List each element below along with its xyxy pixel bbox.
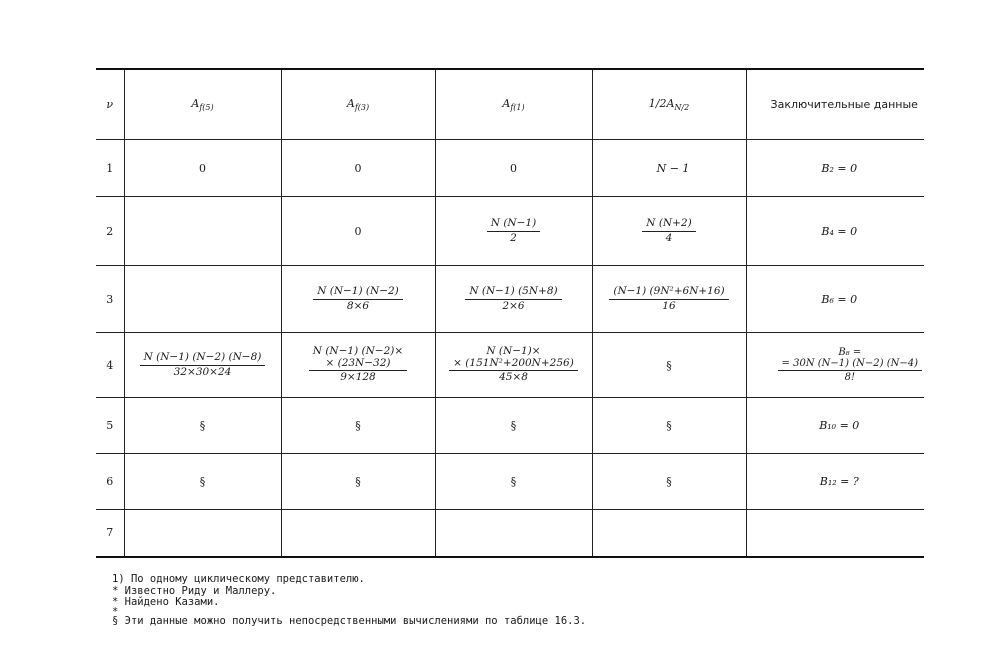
cell-final: B₂ = 0 [746, 140, 924, 197]
row-number: 7 [96, 510, 124, 557]
fraction: N (N−1) (N−2)× × (23N−32) 9×128 [309, 346, 407, 384]
cell-af5: 0 [124, 140, 281, 197]
cell-half-an2: § [592, 454, 746, 510]
table-row [96, 454, 924, 510]
fraction: N (N−1)× × (151N²+200N+256) 45×8 [449, 346, 578, 384]
row-number: 1 [96, 140, 124, 197]
table-header-row [96, 69, 924, 140]
row-number: 5 [96, 398, 124, 454]
footnote: * Найдено Казами. [112, 596, 220, 608]
cell-final [746, 333, 924, 398]
table-row [96, 398, 924, 454]
row-number: 2 [96, 197, 124, 266]
table-row [96, 333, 924, 398]
results-table [96, 68, 924, 558]
cell-final: B₆ = 0 [746, 266, 924, 333]
header-half-an2: $1/2A_{N/2}$ [592, 69, 746, 140]
header-af1: $A_{f(1)}$ [435, 69, 592, 140]
row-number: 3 [96, 266, 124, 333]
fraction: $\frac{N (N+2)}{4}$ [642, 218, 695, 244]
cell-half-an2: N − 1 [592, 140, 746, 197]
header-nu: ν [96, 69, 124, 140]
table-row [96, 266, 924, 333]
cell-half-an2 [592, 510, 746, 557]
cell-af5: § [124, 454, 281, 510]
cell-af3: 0 [281, 197, 435, 266]
fraction: B₈ = = 30N (N−1) (N−2) (N−4) 8! [778, 347, 922, 383]
cell-af1: 0 [435, 140, 592, 197]
cell-af1 [435, 333, 592, 398]
footnote: 1) По одному циклическому представителю. [112, 573, 365, 585]
table-row [96, 197, 924, 266]
cell-af5 [124, 510, 281, 557]
footnote: * Известно Риду и Маллеру. [112, 584, 277, 597]
footnote: § Эти данные можно получить непосредственными вычислениями по таблице 16.3. [112, 614, 587, 627]
cell-af3: § [281, 454, 435, 510]
table-row [96, 140, 924, 197]
cell-af3 [281, 510, 435, 557]
cell-af5 [124, 197, 281, 266]
fraction: $\frac{N (N-1) (N-2)}{8\times 6}$ [313, 286, 403, 312]
fraction: $\frac{N (N-1) (5N+8)}{2\times 6}$ [465, 286, 561, 312]
cell-half-an2: § [592, 333, 746, 398]
cell-final [746, 510, 924, 557]
cell-af1 [435, 510, 592, 557]
cell-final: B₁₂ = ? [746, 454, 924, 510]
header-final-data: Заключительные данные [746, 69, 924, 140]
cell-half-an2: § [592, 398, 746, 454]
cell-half-an2 [592, 197, 746, 266]
cell-final: B₄ = 0 [746, 197, 924, 266]
cell-af3 [281, 266, 435, 333]
header-af5: $A_{f(5)}$ [124, 69, 281, 140]
footnote: * [112, 605, 119, 618]
cell-af1 [435, 197, 592, 266]
cell-af1 [435, 266, 592, 333]
header-af3: $A_{f(3)}$ [281, 69, 435, 140]
fraction: $\frac{N (N-1)}{2}$ [487, 218, 540, 244]
fraction: $\frac{N (N-1) (N-2) (N-8)}{32\times 30\times 24}$ [140, 352, 266, 378]
cell-af1: § [435, 398, 592, 454]
cell-half-an2 [592, 266, 746, 333]
cell-af5: § [124, 398, 281, 454]
row-number: 6 [96, 454, 124, 510]
cell-af3: 0 [281, 140, 435, 197]
table-row [96, 510, 924, 557]
row-number: 4 [96, 333, 124, 398]
fraction: $\frac{\text{(N−1) (9N²+6N+16)}}{16}$ [609, 286, 728, 312]
cell-final: B₁₀ = 0 [746, 398, 924, 454]
cell-af3 [281, 333, 435, 398]
footnotes [112, 574, 872, 627]
cell-af5 [124, 333, 281, 398]
cell-af3: § [281, 398, 435, 454]
cell-af5 [124, 266, 281, 333]
cell-af1: § [435, 454, 592, 510]
